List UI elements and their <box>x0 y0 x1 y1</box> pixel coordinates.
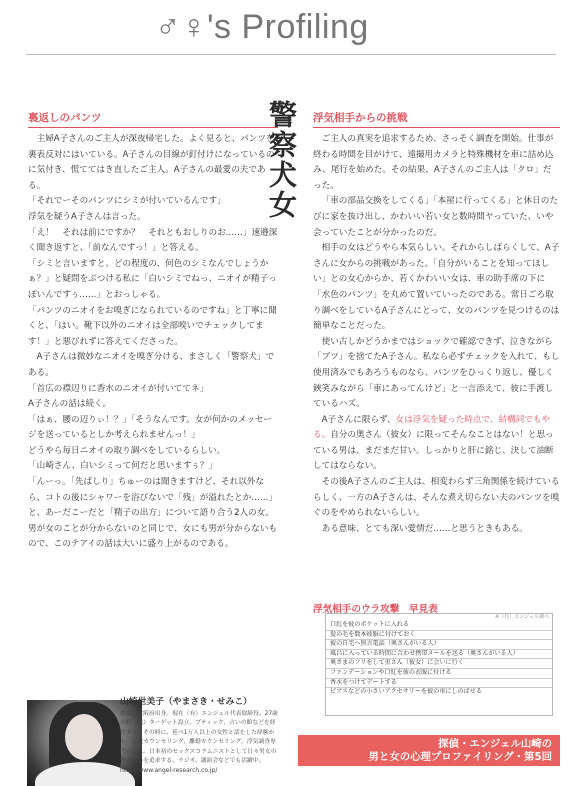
tip-row: 口紅を彼のポケットに入れる <box>326 621 552 631</box>
left-paragraph: 「首広の襟辺りに香水のニオイが付いててネ」 <box>28 383 209 394</box>
right-paragraph: その後A子さんのご主人は、相変わらず三角関係を続けているらしく、一方のA子さんは、そんな煮え切らない夫のパンツを嗅ぐのをやめられないらしい。 <box>313 477 560 519</box>
header-divider <box>26 54 556 55</box>
left-column <box>28 112 278 553</box>
tip-row: 髪の毛を数本彼服に付けておく <box>326 631 552 641</box>
right-paragraph: 使い古しかどうかまではショックで確認できず、泣きながら「ブツ」を捨てたA子さん。私なら必ずチェックを入れて、もし使用済みでもあろうものなら、パンツをひっくり返し、優しく鋏笑みながら「車にあってんけど」と一言添えて、彼に手渡しているハズ。 <box>313 336 560 410</box>
left-paragraph: 「シミと言いますと、どの程度の、何色のシミなんでしょうかぁ？」と疑問をぶつける私に「白いシミでねっ、ニオイが精子っぽいんですぅ……」とおっしゃる。 <box>28 258 277 300</box>
right-paragraph: ある意味、とても深い愛情だ……と思うときもある。 <box>321 523 528 534</box>
left-paragraph: 浮気を疑うA子さんは言った。 <box>28 211 146 222</box>
left-paragraph: 「山崎さん、白いシミって何だと思いますぅ？」 <box>28 461 217 472</box>
left-paragraph: 「パンツのニオイをお嗅ぎになられているのですね」と丁寧に聞くと、「はい。靴下以外のニオイは全部嗅いでチェックしてます！」と悪びれずに答えてくださった。 <box>28 305 277 347</box>
author-name: 山崎世美子（やまさき・せみこ） <box>120 697 252 707</box>
right-paragraph: A子さんに限らず、女は浮気を疑った時点で、結構同でもやる。自分の奥さん（彼女）に限ってそんなことはない！と思っている男は、まだまだ甘い。しっかりと肝に銘じ、決して油断してはならない。 <box>313 414 554 472</box>
right-paragraph: 「車の部品交換をしてくる」「本屋に行ってくる」と休日のたびに家を抜け出し、かわいい若い女と数時間ヤっていた、いや会っていたことが分かったのだ。 <box>313 196 558 238</box>
author-info <box>120 696 280 776</box>
left-paragraph: A子さんの話は続く。 <box>28 399 112 410</box>
tip-row: ファンデーションや口紅を彼の衣服に付ける <box>326 669 552 679</box>
series-banner <box>298 735 560 766</box>
right-column <box>313 112 560 537</box>
tips-title: 浮気相手のウラ攻撃 早見表 <box>313 604 438 615</box>
tip-row: 風呂に入っている時間に合わせ携帯メールを送る（奥さんがいる人） <box>326 650 552 660</box>
series-banner-line1: 探偵・エンジェル山崎の <box>438 738 552 750</box>
left-paragraph: 「それでーそのパンツにシミが付いているんです」 <box>28 196 226 207</box>
vertical-title: 警察犬女 <box>265 100 298 220</box>
tips-table <box>325 613 553 716</box>
tip-row: 香水をつけてデートする <box>326 679 552 689</box>
series-banner-line2: 男と女の心理プロファイリング・第5回 <box>368 751 552 763</box>
right-paragraph: ご主人の真実を追求するため、さっそく調査を開始。仕事が終わる時間を目がけて、遠撮用カメラと特殊機材を車に詰め込み、尾行を始めた。その結果、A子さんのご主人は「クロ」だった。 <box>313 134 554 191</box>
tip-row: 奥さまのフリをして重さん（彼女）に会いに行く <box>326 659 552 669</box>
left-paragraph: 「え！ それは前にですか？ それともおしりのお……」速邉深く聞き返すと、「前なんですっ！」と答える。 <box>28 227 278 254</box>
tip-row: 彼の自宅へ無言電話（奥さんがいる人） <box>326 640 552 650</box>
left-paragraph: どうやら毎日ニオイの取り調べをしているらしい。 <box>28 445 226 456</box>
left-paragraph: 主婦A子さんのご主人が深夜帰宅した。よく見ると、パンツを裏表反対にはいている。A子さんの目線が釘付けになっているのに気付き、慌ててはき直したご主人。A子さんの最愛の夫である。 <box>28 134 275 191</box>
author-url: http://www.angel-research.co.jp/ <box>120 767 218 775</box>
left-paragraph: 「はぁ、腰の辺りぃ！？」「そうなんです。女が何かのメッセージを送っているとしか考えられませんっ！」 <box>28 414 272 441</box>
left-paragraph: A子さんは微妙なニオイを嗅ぎ分ける、まさしく「警察犬」である。 <box>28 352 275 378</box>
right-paragraph: 相手の女はどうやら本気らしい。それからしばらくして、A子さんに女からの挑戦があった。「自分がいることを知ってほしい」との女心からか、若くかわいい女は、車の助手席の下に「水色のパンツ」を丸めて置いていったのである。常日ごろ取り調べをしているA子さんにとって、女のパンツを見つけるのは簡単なことだった。 <box>313 243 560 332</box>
page-title: ♂♀'s Profiling <box>155 8 369 46</box>
tip-row: ピアスなどの小さいアクセサリーを彼の車にしのばせる <box>330 688 482 696</box>
tips-source: ※（有）エンジェル調べ <box>495 614 549 620</box>
left-paragraph: 「んーっ。「先ばしり」ちゅーのは聞きますけど、それ以外なら、コトの後にシャワーを浴びないで「残」が溢れたとか……」と、あーだこーだと「精子の出方」について語り合う2人の女。男が女のことが分からないのと同じで、女にも男が分からないもので、このテアイの話は大いに盛り上がるのである。 <box>28 477 278 550</box>
left-section-heading: 裏返しのパンツ <box>28 112 278 128</box>
highlight-text: 女は浮気を疑った時点で、結構同でもやる。 <box>313 414 551 441</box>
author-bio: 探偵。大阪府出身。現在（有）エンジェル代表取締役。27歳の時（株）ターゲット設立。ブティック、占いの館などを経営する。その時に、延べ1万人以上の女性と話をした経験から、恋愛カウンセリング、離婚カウンセリング、浮気調査専門の道へ。日本初のセックスコラムニストとして日々男女の性の違いを追求する。ラジオ、講演会などでも活躍中。 <box>120 711 278 765</box>
right-section-heading: 浮気相手からの挑戦 <box>313 112 560 128</box>
